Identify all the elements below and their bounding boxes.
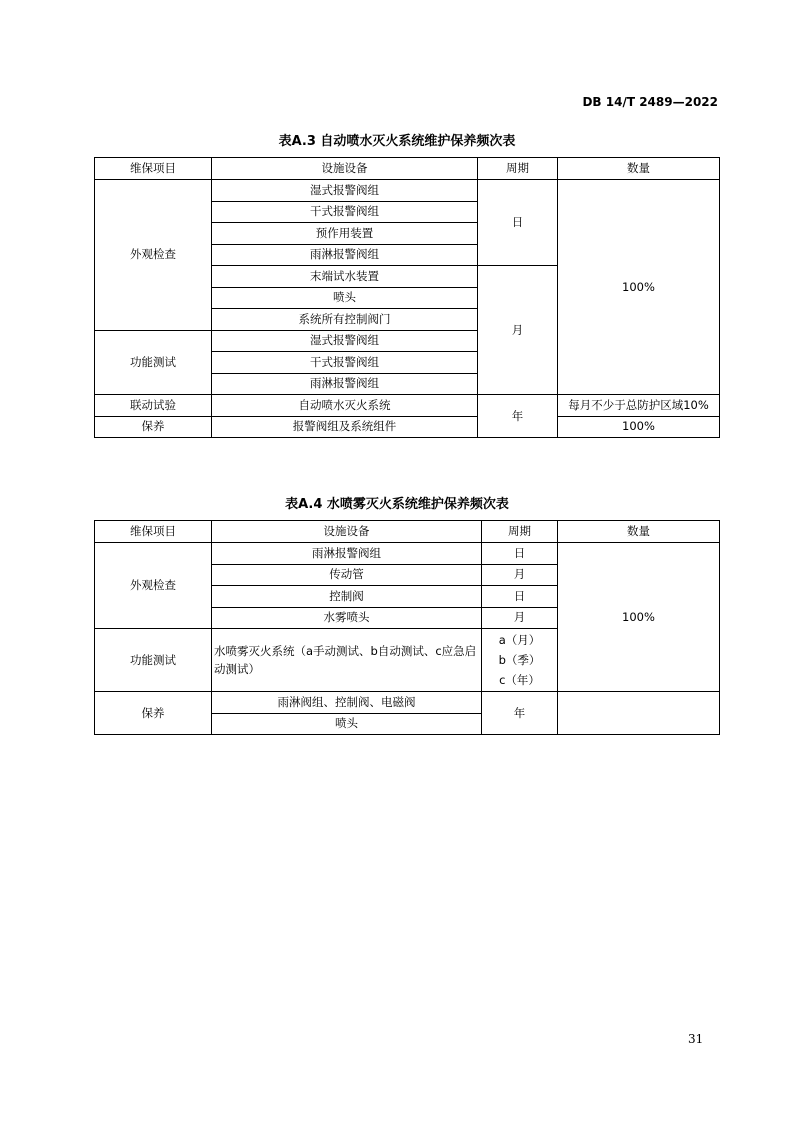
- table-a3: [94, 157, 720, 438]
- item-cell: 湿式报警阀组: [212, 330, 478, 352]
- quantity-cell: 100%: [558, 180, 720, 395]
- item-cell: 干式报警阀组: [212, 352, 478, 374]
- item-cell: 雨淋报警阀组: [212, 373, 478, 395]
- column-header: 维保项目: [95, 521, 212, 543]
- period-cell: 日: [482, 543, 558, 565]
- item-cell: 水喷雾灭火系统（a手动测试、b自动测试、c应急启动测试）: [212, 629, 482, 692]
- item-cell: 湿式报警阀组: [212, 180, 478, 202]
- table-row: [95, 416, 720, 438]
- quantity-cell: 每月不少于总防护区域10%: [558, 395, 720, 417]
- column-header: 数量: [558, 521, 720, 543]
- quantity-cell: 100%: [558, 416, 720, 438]
- column-header: 设施设备: [212, 158, 478, 180]
- column-header: 维保项目: [95, 158, 212, 180]
- table-a4: [94, 520, 720, 735]
- table-a3-title: 表A.3 自动喷水灭火系统维护保养频次表: [278, 134, 516, 149]
- table-row: [95, 395, 720, 417]
- group-cell: 保养: [95, 416, 212, 438]
- column-header: 设施设备: [212, 521, 482, 543]
- period-cell: 月: [482, 564, 558, 586]
- table-header-row: [95, 521, 720, 543]
- period-cell: 日: [478, 180, 558, 266]
- period-cell: 年: [482, 692, 558, 735]
- item-cell: 传动管: [212, 564, 482, 586]
- item-cell: 报警阀组及系统组件: [212, 416, 478, 438]
- quantity-cell-empty: [558, 692, 720, 735]
- period-line: c（年）: [499, 673, 540, 688]
- item-cell: 雨淋报警阀组: [212, 543, 482, 565]
- group-cell: 联动试验: [95, 395, 212, 417]
- period-cell: 年: [478, 395, 558, 438]
- table-a4-title: 表A.4 水喷雾灭火系统维护保养频次表: [285, 497, 509, 512]
- item-cell: 雨淋阀组、控制阀、电磁阀: [212, 692, 482, 714]
- table-header-row: [95, 158, 720, 180]
- period-cell: 月: [482, 607, 558, 629]
- item-cell: 末端试水装置: [212, 266, 478, 288]
- table-row: [95, 180, 720, 202]
- group-cell: 功能测试: [95, 629, 212, 692]
- item-cell: 雨淋报警阀组: [212, 244, 478, 266]
- page-number: 31: [688, 1032, 704, 1046]
- group-cell: 外观检查: [95, 180, 212, 331]
- column-header: 数量: [558, 158, 720, 180]
- item-cell: 喷头: [212, 713, 482, 735]
- item-cell: 预作用装置: [212, 223, 478, 245]
- table-row: [95, 543, 720, 565]
- period-cell: 日: [482, 586, 558, 608]
- period-line: a（月）: [498, 632, 541, 647]
- period-cell: 月: [478, 266, 558, 395]
- item-cell: 喷头: [212, 287, 478, 309]
- item-cell: 控制阀: [212, 586, 482, 608]
- quantity-cell: 100%: [558, 543, 720, 692]
- item-cell: 干式报警阀组: [212, 201, 478, 223]
- group-cell: 功能测试: [95, 330, 212, 395]
- item-cell: 系统所有控制阀门: [212, 309, 478, 331]
- table-row: [95, 692, 720, 714]
- group-cell: 保养: [95, 692, 212, 735]
- item-cell: 水雾喷头: [212, 607, 482, 629]
- period-line: b（季）: [498, 652, 541, 667]
- column-header: 周期: [482, 521, 558, 543]
- column-header: 周期: [478, 158, 558, 180]
- standard-number: DB 14/T 2489—2022: [582, 95, 718, 109]
- item-cell: 自动喷水灭火系统: [212, 395, 478, 417]
- group-cell: 外观检查: [95, 543, 212, 629]
- period-cell: [482, 629, 558, 692]
